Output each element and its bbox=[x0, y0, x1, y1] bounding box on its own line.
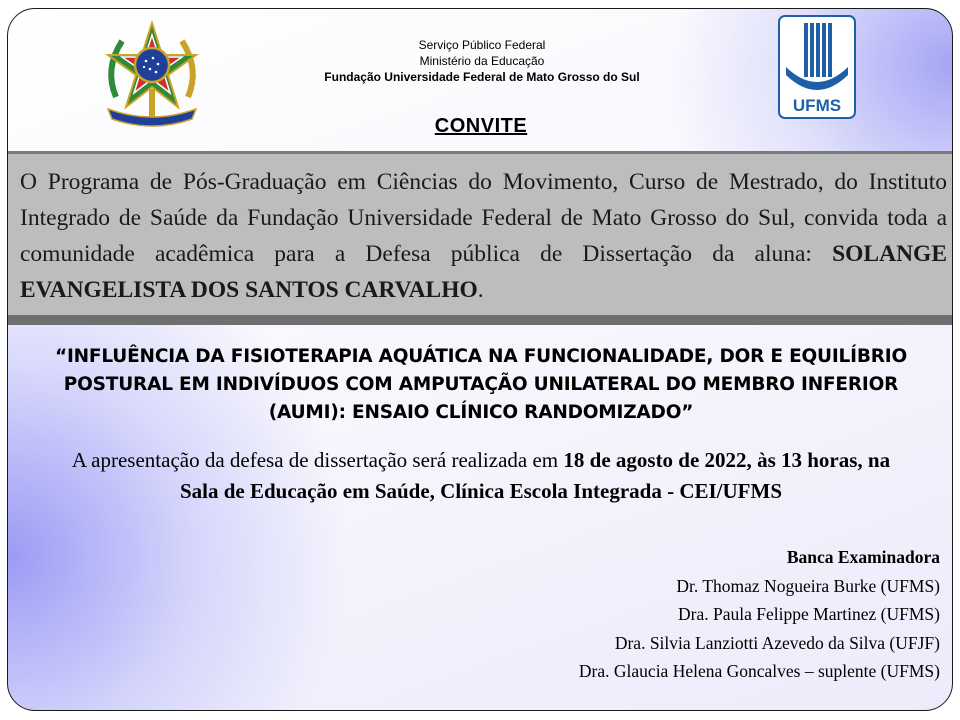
banca-member: Dra. Paula Felippe Martinez (UFMS) bbox=[678, 604, 940, 624]
header-line-1: Serviço Público Federal bbox=[418, 38, 546, 52]
convite-heading: CONVITE bbox=[434, 115, 528, 137]
section-divider bbox=[8, 315, 953, 325]
header-line-2: Ministério da Educação bbox=[419, 54, 545, 68]
presentation-lead: A apresentação da defesa de dissertação será realizada em bbox=[71, 448, 564, 472]
ufms-logo bbox=[778, 15, 856, 119]
ufms-logo-text: UFMS bbox=[792, 96, 842, 115]
banca-member: Dra. Silvia Lanziotti Azevedo da Silva (UFJF) bbox=[614, 632, 940, 653]
banca-member: Dr. Thomaz Nogueira Burke (UFMS) bbox=[676, 575, 940, 596]
banca-member: Dra. Glaucia Helena Goncalves – suplente (UFMS) bbox=[578, 661, 940, 681]
presentation-date: 18 de agosto de 2022, bbox=[563, 448, 752, 472]
intro-end: . bbox=[477, 277, 484, 303]
banca-heading: Banca Examinadora bbox=[786, 547, 940, 567]
presentation-details: às 13 horas, na Sala de Educação em Saúde, Clínica Escola Integrada - CEI/UFMS bbox=[179, 448, 891, 503]
intro-text: O Programa de Pós-Graduação em Ciências do Movimento, Curso de Mestrado, do Instituto Integrado de Saúde da Fundação Universidade Federal de Mato Grosso do Sul, convida toda a comunidade acadêmica para a Defesa pública de Dissertação da aluna: bbox=[20, 169, 947, 267]
presentation-info bbox=[68, 445, 894, 506]
institution-header bbox=[208, 37, 756, 85]
intro-paragraph bbox=[8, 151, 953, 317]
examining-board bbox=[380, 543, 940, 686]
header-line-3: Fundação Universidade Federal de Mato Grosso do Sul bbox=[324, 70, 640, 84]
invitation-slide bbox=[7, 8, 953, 711]
student-name: SOLANGE EVANGELISTA DOS SANTOS CARVALHO bbox=[20, 241, 947, 303]
dissertation-title: “INFLUÊNCIA DA FISIOTERAPIA AQUÁTICA NA FUNCIONALIDADE, DOR E EQUILÍBRIO POSTURAL EM INDIVÍDUOS COM AMPUTAÇÃO UNILATERAL DO MEMBRO INFERIOR (AUMI): ENSAIO CLÍNICO RANDOMIZADO” bbox=[55, 346, 907, 423]
